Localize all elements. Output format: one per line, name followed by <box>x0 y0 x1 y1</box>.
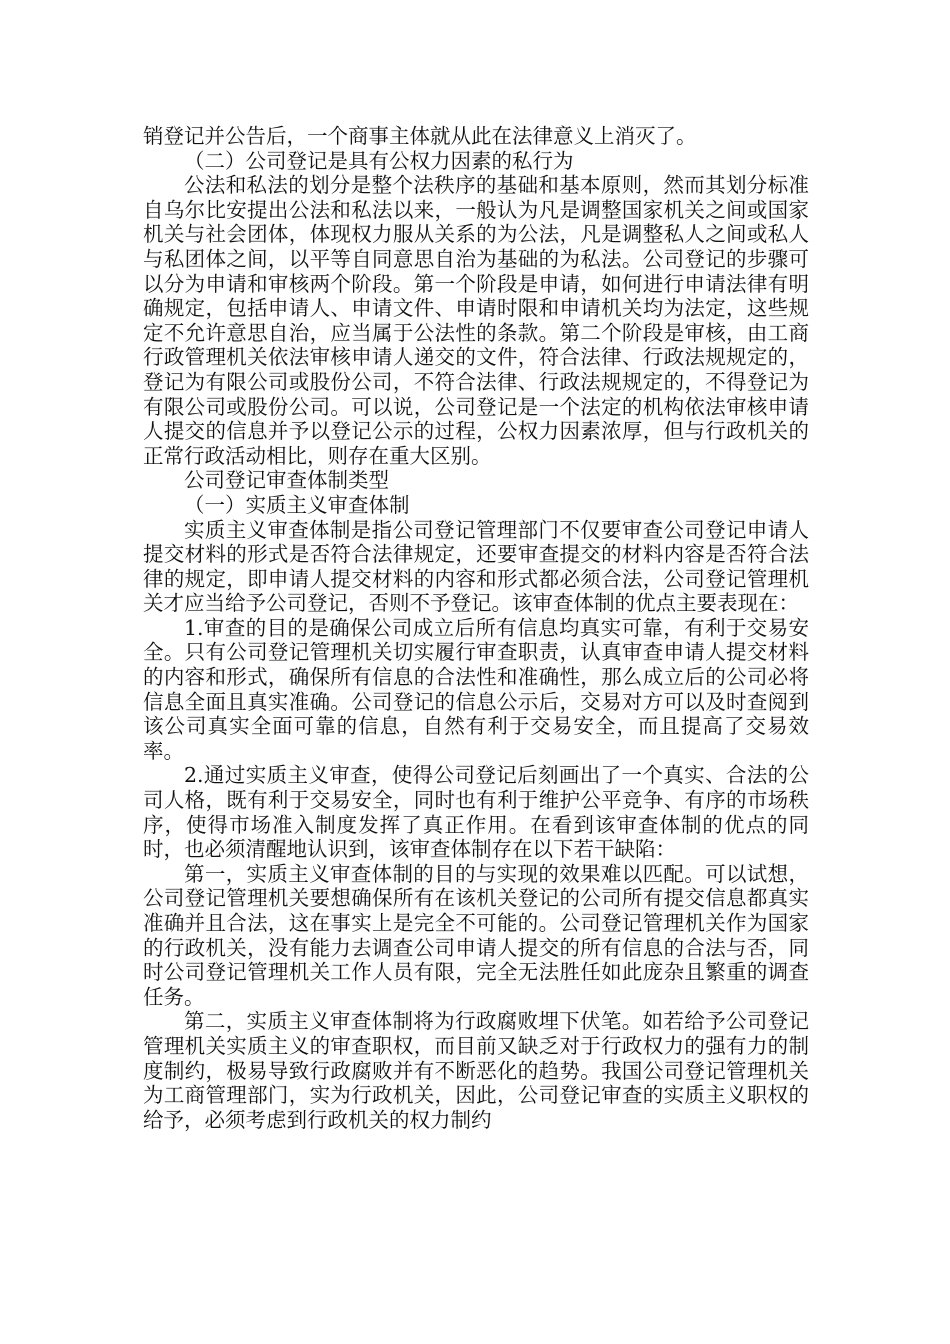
document-body <box>143 124 809 1132</box>
paragraph: 实质主义审查体制是指公司登记管理部门不仅要审查公司登记申请人提交材料的形式是否符合法律规定，还要审查提交的材料内容是否符合法律的规定，即申请人提交材料的内容和形式都必须合法，公司登记管理机关才应当给予公司登记，否则不予登记。该审查体制的优点主要表现在： <box>143 517 809 616</box>
section-heading: 公司登记审查体制类型 <box>184 468 389 493</box>
list-item-1: 1.审查的目的是确保公司成立后所有信息均真实可靠，有利于交易安全。只有公司登记管理机关切实履行审查职责，认真审查申请人提交材料的内容和形式，确保所有信息的合法性和准确性，那么成立后的公司必将信息全面且真实准确。公司登记的信息公示后，交易对方可以及时查阅到该公司真实全面可靠的信息，自然有利于交易安全，而且提高了交易效率。 <box>143 615 809 763</box>
paragraph: 公法和私法的划分是整个法秩序的基础和基本原则，然而其划分标准自乌尔比安提出公法和私法以来，一般认为凡是调整国家机关之间或国家机关与社会团体，体现权力服从关系的为公法，凡是调整私人之间或私人与私团体之间，以平等自同意思自治为基础的为私法。公司登记的步骤可以分为申请和审核两个阶段。第一个阶段是申请，如何进行申请法律有明确规定，包括申请人、申请文件、申请时限和申请机关均为法定，这些规定不允许意思自治，应当属于公法性的条款。第二个阶段是审核，由工商行政管理机关依法审核申请人递交的文件，符合法律、行政法规规定的，登记为有限公司或股份公司，不符合法律、行政法规规定的，不得登记为有限公司或股份公司。可以说，公司登记是一个法定的机构依法审核申请人提交的信息并予以登记公示的过程，公权力因素浓厚，但与行政机关的正常行政活动相比，则存在重大区别。 <box>143 173 809 468</box>
paragraph-continuation: 销登记并公告后，一个商事主体就从此在法律意义上消灭了。 <box>143 124 697 148</box>
subsection-heading-1: （一）实质主义审查体制 <box>184 492 410 517</box>
paragraph-first-defect: 第一，实质主义审查体制的目的与实现的效果难以匹配。可以试想，公司登记管理机关要想确保所有在该机关登记的公司所有提交信息都真实准确并且合法，这在事实上是完全不可能的。公司登记管理机关作为国家的行政机关，没有能力去调查公司申请人提交的所有信息的合法与否，同时公司登记管理机关工作人员有限，完全无法胜任如此庞杂且繁重的调查任务。 <box>143 861 809 1009</box>
section-heading-2: （二）公司登记是具有公权力因素的私行为 <box>184 148 574 173</box>
list-item-2: 2.通过实质主义审查，使得公司登记后刻画出了一个真实、合法的公司人格，既有利于交易安全，同时也有利于维护公平竞争、有序的市场秩序，使得市场准入制度发挥了真正作用。在看到该审查体制的优点的同时，也必须清醒地认识到，该审查体制存在以下若干缺陷： <box>143 763 809 862</box>
paragraph-second-defect: 第二，实质主义审查体制将为行政腐败埋下伏笔。如若给予公司登记管理机关实质主义的审查职权，而目前又缺乏对于行政权力的强有力的制度制约，极易导致行政腐败并有不断恶化的趋势。我国公司登记管理机关为工商管理部门，实为行政机关，因此，公司登记审查的实质主义职权的给予，必须考虑到行政机关的权力制约 <box>143 1009 809 1132</box>
